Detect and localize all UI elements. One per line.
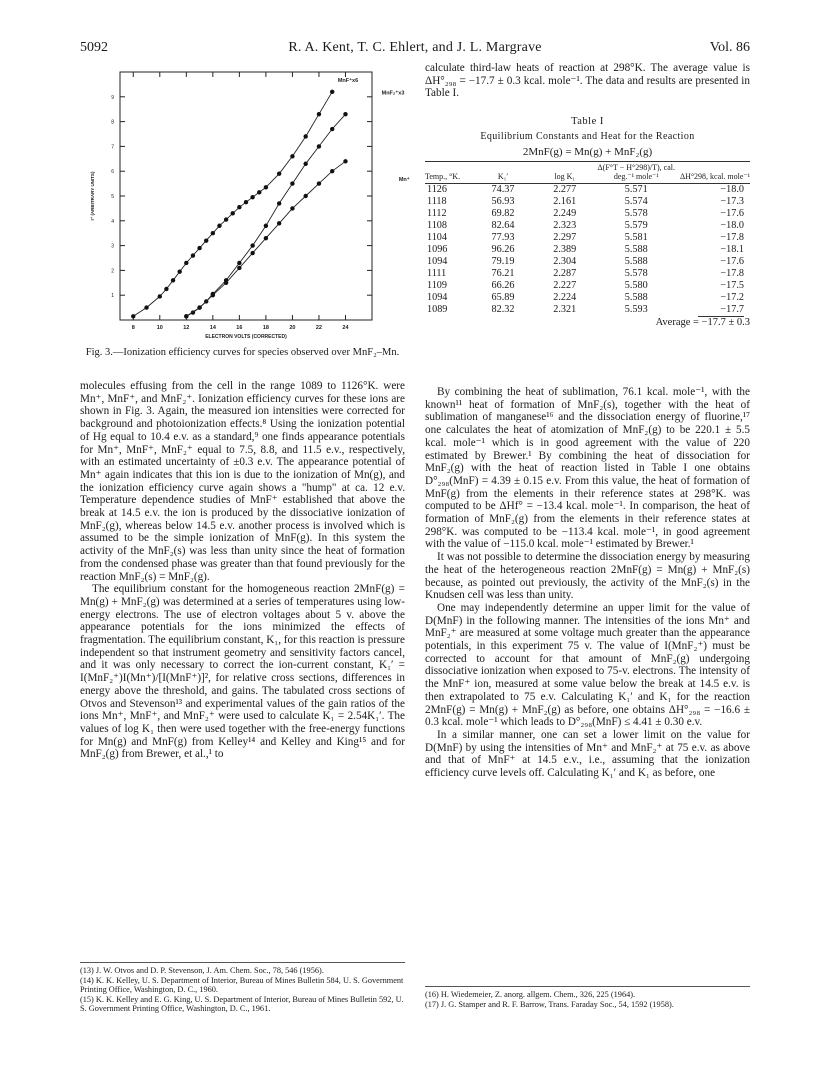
data-point <box>277 171 281 175</box>
cell-dh: −17.2 <box>720 292 744 303</box>
data-point <box>204 238 208 242</box>
cell-dh: −17.7 <box>720 304 744 315</box>
y-tick-label: 6 <box>111 169 114 176</box>
cell-temp: 1089 <box>427 304 448 315</box>
table-subtitle: Equilibrium Constants and Heat for the Reaction <box>480 131 695 142</box>
footnote-17: (17) J. G. Stamper and R. F. Barrow, Trans. Faraday Soc., 54, 1592 (1958). <box>425 999 674 1009</box>
table-row <box>425 232 750 244</box>
cell-k1p: 79.19 <box>491 256 515 267</box>
data-point <box>237 266 241 270</box>
cell-logk: 2.321 <box>553 304 577 315</box>
data-point <box>290 206 294 210</box>
data-point <box>184 314 188 318</box>
x-tick-label: 8 <box>131 325 135 331</box>
y-tick-label: 5 <box>111 194 114 200</box>
cell-k1p: 74.37 <box>491 184 515 195</box>
table-header-row <box>425 164 750 184</box>
data-point <box>211 231 215 235</box>
data-point <box>330 127 334 131</box>
cell-temp: 1111 <box>427 268 447 279</box>
figure-3 <box>80 62 410 372</box>
cell-k1p: 69.82 <box>491 208 515 219</box>
table-row <box>425 208 750 220</box>
data-point <box>231 211 235 215</box>
data-point <box>237 261 241 265</box>
cell-fef: 5.581 <box>624 232 648 243</box>
cell-temp: 1096 <box>427 244 448 255</box>
footnote-rule <box>425 986 750 987</box>
footnotes-right <box>425 986 750 1009</box>
data-point <box>317 112 321 116</box>
cell-temp: 1109 <box>427 280 447 291</box>
right-paragraph-1: By combining the heat of sublimation, 76.1 kcal. mole⁻¹, with the known¹¹ heat of formation of MnF₂(s), together with the heat of sublimation of manganese¹⁶ and the dissociation energy of fluorine,¹⁷ one calculates the heat of atomization of MnF₂(g) to be 220.1 ± 5.5 kcal. mole⁻¹ which is in good agreement with the value of 220 estimated by Brewer.¹ By combining the heat of dissociation for MnF₂(g) with the heat of reaction listed in Table I one obtains D°₂₉₈(MnF) = 4.39 ± 0.15 e.v. From this value, the heat of formation of MnF(g) from the elements in their reference states at 298°K. was computed to be ΔHf° = −13.4 kcal. mole⁻¹. In comparison, the heat of formation of MnF₂(g) from the elements in their reference states at 298°K. was computed to be −113.4 kcal. mole⁻¹, in good agreement with the value of −115.0 kcal. mole⁻¹ estimated by Brewer.¹ <box>425 386 750 551</box>
right-top-paragraph: calculate third-law heats of reaction at 298°K. The average value is ΔH°₂₉₈ = −17.7 ± 0.3 kcal. mole⁻¹. The data and results are presented in Table I. <box>425 62 750 100</box>
footnote-15: (15) K. K. Kelley and E. G. King, U. S. Department of Interior, Bureau of Mines Bulletin 592, U. S. Government Printing Office, Washington, D. C., 1961. <box>80 994 404 1014</box>
data-point <box>303 162 307 166</box>
data-point <box>290 181 294 185</box>
cell-k1p: 82.32 <box>491 304 515 315</box>
cell-k1p: 66.26 <box>491 280 515 291</box>
cell-k1p: 65.89 <box>491 292 515 303</box>
cell-fef: 5.588 <box>624 256 648 267</box>
cell-dh: −18.0 <box>720 184 744 195</box>
y-tick-label: 7 <box>111 144 114 151</box>
data-point <box>237 205 241 209</box>
data-point <box>330 90 334 94</box>
table-row <box>425 256 750 268</box>
cell-temp: 1104 <box>427 232 447 243</box>
cell-k1p: 76.21 <box>491 268 515 279</box>
right-column-top <box>425 62 750 100</box>
cell-logk: 2.297 <box>553 232 577 243</box>
cell-fef: 5.574 <box>624 196 648 207</box>
page-number: 5092 <box>80 40 108 55</box>
data-point <box>343 159 347 163</box>
ionization-efficiency-chart <box>80 62 410 344</box>
cell-logk: 2.249 <box>553 208 577 219</box>
cell-dh: −18.0 <box>720 220 744 231</box>
cell-fef: 5.580 <box>624 280 648 291</box>
data-point <box>177 269 181 273</box>
table-title: Table I <box>571 116 604 127</box>
cell-fef: 5.578 <box>624 268 648 279</box>
data-point <box>303 134 307 138</box>
table-row <box>425 304 750 316</box>
x-tick-label: 16 <box>236 325 243 331</box>
footnote-14: (14) K. K. Kelley, U. S. Department of Interior, Bureau of Mines Bulletin 584, U. S. Government Printing Office, Washington, D. C., 1960. <box>80 975 404 995</box>
cell-logk: 2.287 <box>553 268 577 279</box>
data-point <box>290 154 294 158</box>
cell-temp: 1126 <box>427 184 447 195</box>
data-point <box>184 261 188 265</box>
data-point <box>250 243 254 247</box>
data-point <box>131 314 135 318</box>
cell-logk: 2.227 <box>553 280 577 291</box>
data-point <box>264 185 268 189</box>
data-point <box>264 224 268 228</box>
cell-logk: 2.224 <box>553 292 577 303</box>
data-point <box>244 200 248 204</box>
cell-fef: 5.571 <box>624 184 648 195</box>
table-row <box>425 184 750 197</box>
y-tick-label: 8 <box>111 119 114 126</box>
cell-dh: −17.8 <box>720 232 744 243</box>
figure-caption: Fig. 3.—Ionization efficiency curves for species observed over MnF₂–Mn. <box>85 347 400 358</box>
data-point <box>257 190 261 194</box>
curve-label: Mn⁺ <box>398 177 410 184</box>
cell-temp: 1108 <box>427 220 447 231</box>
data-point <box>277 221 281 225</box>
table-reaction: 2MnF(g) = Mn(g) + MnF₂(g) <box>522 146 653 158</box>
data-point <box>191 253 195 257</box>
data-point <box>164 287 168 291</box>
equilibrium-table <box>425 164 750 316</box>
curve-label: MnF⁺x6 <box>337 77 359 84</box>
data-point <box>250 195 254 199</box>
cell-temp: 1094 <box>427 256 448 267</box>
cell-fef: 5.578 <box>624 208 648 219</box>
cell-dh: −17.3 <box>720 196 744 207</box>
table-row <box>425 196 750 208</box>
right-paragraph-4: In a similar manner, one can set a lower limit on the value for D(MnF) by using the intensities of Mn⁺ and MnF₂⁺ at 75 e.v. as above and that of MnF⁺ at 14.5 e.v., i.e., assuming that the ionization efficiency curve levels off. Calculating K₁′ and K₁ as before, one <box>425 728 750 780</box>
left-paragraph-2: The equilibrium constant for the homogeneous reaction 2MnF(g) = Mn(g) + MnF₂(g) was determined at a series of temperatures using low-energy electrons. The use of electron voltages about 5 v. above the appearance potentials for the ions minimized the effects of fragmentation. The equilibrium constant, K₁, for this reaction is pressure independent so that instrument geometry and sensitivity factors cancel, and it was only necessary to correct the ion-current constant, K₁′ = I(MnF₂⁺)I(Mn⁺)/[I(MnF⁺)]², for relative cross sections, differences in energy above the threshold, and gains. The tabulated cross sections of Otvos and Stevenson¹³ and experimental values of the gain ratios of the ions Mn⁺, MnF⁺, and MnF₂⁺ were used to calculate K₁ = 2.54K₁′. The values of log K₁ then were used together with the free-energy functions for Mn(g) and MnF(g) from Kelley¹⁴ and Kelley and King¹⁵ and for MnF₂(g) from Brewer, et al.,¹ to <box>80 583 405 761</box>
cell-logk: 2.161 <box>553 196 577 207</box>
curve-label: MnF₂⁺x3 <box>381 90 405 97</box>
y-tick-label: 1 <box>111 293 114 300</box>
footnotes-left <box>80 962 405 1014</box>
data-point <box>171 278 175 282</box>
data-point <box>303 194 307 198</box>
table-row <box>425 244 750 256</box>
footnote-rule <box>80 962 405 963</box>
cell-temp: 1094 <box>427 292 448 303</box>
plot-frame <box>120 72 372 320</box>
y-tick-label: 9 <box>111 94 114 101</box>
right-paragraph-2: It was not possible to determine the dissociation energy by measuring the heat of the heterogeneous reaction 2MnF(g) = Mn(g) + MnF₂(s) because, as pointed out previously, the activity of the MnF₂(s) in the Knudsen cell was less than unity. <box>425 551 750 602</box>
data-point <box>211 293 215 297</box>
header-k1p: K₁′ <box>471 164 536 184</box>
table-1 <box>425 116 750 328</box>
data-point <box>264 236 268 240</box>
table-row <box>425 292 750 304</box>
footnote-16: (16) H. Wiedemeier, Z. anorg. allgem. Chem., 326, 225 (1964). <box>425 990 636 999</box>
cell-dh: −17.6 <box>720 256 744 267</box>
header-dh: ΔH°298, kcal. mole⁻¹ <box>679 164 751 184</box>
header-fef: Δ(F°T − H°298)/T), cal. deg.⁻¹ mole⁻¹ <box>594 164 679 184</box>
cell-fef: 5.579 <box>624 220 648 231</box>
x-tick-label: 24 <box>342 325 349 331</box>
data-point <box>197 305 201 309</box>
volume-number: Vol. 86 <box>709 40 750 55</box>
header-logk: log K₁ <box>536 164 595 184</box>
series-line-0 <box>133 92 332 316</box>
table-row <box>425 280 750 292</box>
left-column <box>80 380 405 761</box>
x-tick-label: 22 <box>315 325 323 331</box>
series-line-1 <box>186 114 345 316</box>
data-point <box>317 144 321 148</box>
cell-fef: 5.588 <box>624 244 648 255</box>
data-point <box>250 251 254 255</box>
table-body <box>425 184 750 317</box>
y-tick-label: 3 <box>111 243 114 250</box>
table-row <box>425 268 750 280</box>
cell-dh: −18.1 <box>720 244 744 255</box>
y-tick-label: 2 <box>111 268 114 275</box>
data-point <box>144 305 148 309</box>
left-paragraph-1: molecules effusing from the cell in the range 1089 to 1126°K. were Mn⁺, MnF⁺, and MnF₂⁺. Ionization efficiency curves for these ions are shown in Fig. 3. Again, the measured ion intensities were corrected for background and photoionization effects.⁸ Using the ionization potential of Hg equal to 10.4 e.v. as a standard,⁹ one finds appearance potentials for Mn⁺, MnF⁺, MnF₂⁺ equal to 7.5, 8.8, and 11.5 e.v., respectively, with an estimated uncertainty of ±0.3 e.v. The appearance potential of Mn⁺ again indicates that this ion is due to the ionization of Mn(g), and the ionization efficiency curve again shows a "hump" at ca. 12 e.v. Temperature dependence studies of MnF⁺ established that above the break at 14.5 e.v. the ion is produced by the dissociative ionization of MnF₂(g), whereas below 14.5 e.v. another process is involved which is assumed to be the simple ionization of MnF(g). In this system the activity of the MnF₂(s) was less than unity since the heat of formation from the condensed phase was greater than that found previously for the reaction MnF₂(s) = MnF₂(g). <box>80 380 405 583</box>
data-point <box>317 181 321 185</box>
x-tick-label: 20 <box>289 325 296 331</box>
data-point <box>343 112 347 116</box>
x-tick-label: 14 <box>209 325 216 331</box>
x-tick-label: 18 <box>262 325 269 331</box>
x-tick-label: 10 <box>156 325 163 331</box>
cell-temp: 1112 <box>427 208 447 219</box>
cell-temp: 1118 <box>427 196 447 207</box>
header-temp: Temp., °K. <box>425 164 471 184</box>
running-head <box>80 40 750 60</box>
cell-k1p: 82.64 <box>491 220 515 231</box>
cell-logk: 2.277 <box>553 184 577 195</box>
cell-fef: 5.588 <box>624 292 648 303</box>
table-average: Average = −17.7 ± 0.3 <box>655 317 750 328</box>
data-point <box>277 201 281 205</box>
y-tick-label: 4 <box>111 218 114 225</box>
cell-dh: −17.8 <box>720 268 744 279</box>
table-top-rule <box>425 161 750 162</box>
data-point <box>158 294 162 298</box>
cell-logk: 2.389 <box>553 244 577 255</box>
footnote-13: (13) J. W. Otvos and D. P. Stevenson, J. Am. Chem. Soc., 78, 546 (1956). <box>80 966 324 975</box>
data-point <box>197 246 201 250</box>
running-authors: R. A. Kent, T. C. Ehlert, and J. L. Margrave <box>288 40 542 55</box>
cell-logk: 2.323 <box>553 220 577 231</box>
cell-k1p: 56.93 <box>491 196 515 207</box>
cell-dh: −17.5 <box>720 280 744 291</box>
cell-k1p: 77.93 <box>491 232 515 243</box>
data-point <box>224 281 228 285</box>
data-point <box>330 169 334 173</box>
y-axis-label: I⁺ (ARBITRARY UNITS) <box>90 171 95 221</box>
x-tick-label: 12 <box>183 325 190 331</box>
x-axis-label: ELECTRON VOLTS (CORRECTED) <box>205 334 287 340</box>
cell-k1p: 96.26 <box>491 244 515 255</box>
data-point <box>224 217 228 221</box>
right-paragraph-3: One may independently determine an upper limit for the value of D(MnF) in the following manner. The intensities of the ions Mn⁺ and MnF₂⁺ are measured at some voltage much greater than the appearance potentials, in this experiment 75 v. The value of I(MnF₂⁺) must be corrected to account for that amount of MnF₂(g) undergoing dissociative ionization when exposed to 75-v. electrons. The intensity of the MnF⁺ ion, measured at some value below the break at 14.5 e.v. is then extrapolated to 75 e.v. Calculating K₁′ and K₁ for the reaction 2MnF(g) = Mn(g) + MnF₂(g) as before, one obtains ΔH°₂₉₈ = −16.6 ± 0.3 kcal. mole⁻¹ which leads to D°₂₉₈(MnF) ≤ 4.41 ± 0.30 e.v. <box>425 601 750 729</box>
cell-logk: 2.304 <box>553 256 577 267</box>
table-row <box>425 220 750 232</box>
right-column <box>425 386 750 780</box>
cell-dh: −17.6 <box>720 208 744 219</box>
cell-fef: 5.593 <box>624 304 648 315</box>
data-point <box>217 224 221 228</box>
